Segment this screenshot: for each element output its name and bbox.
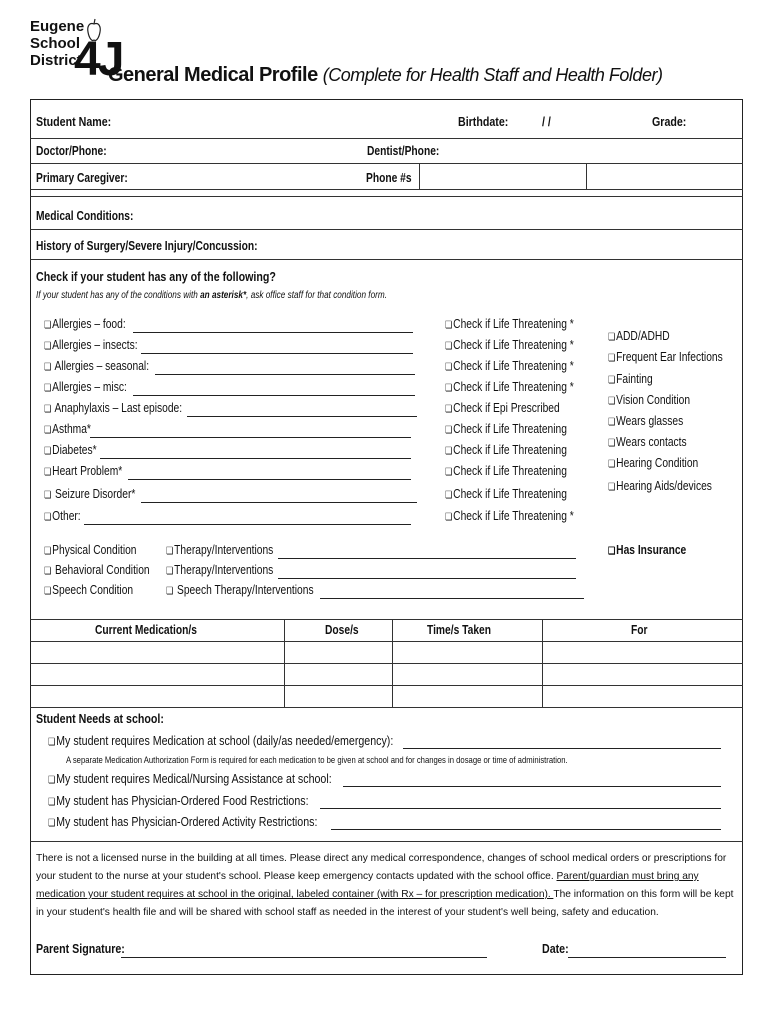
phone-numbers-label: Phone #s [366,171,412,185]
date-label: Date: [542,941,569,956]
divider [284,619,285,707]
activity-restrictions-checkbox[interactable]: ❏ My student has Physician-Ordered Activity Restrictions: [48,814,317,829]
food-restrictions-checkbox[interactable]: ❏ My student has Physician-Ordered Food Restrictions: [48,793,309,808]
condition-checkbox[interactable]: ❏ Allergies – food: [44,317,126,331]
divider [30,259,743,260]
student-name-label: Student Name: [36,114,112,129]
life-threatening-checkbox[interactable]: ❏ Check if Life Threatening [445,487,567,501]
title-subtitle: (Complete for Health Staff and Health Folder) [322,65,663,85]
instruction-text: , ask office staff for that condition form. [246,290,387,301]
condition-checkbox[interactable]: ❏ Heart Problem* [44,464,122,478]
notice-text [36,850,736,922]
divider [392,619,393,707]
dose-header: Dose/s [325,623,359,637]
table-row[interactable] [30,663,743,664]
divider [30,189,743,190]
needs-entry-line[interactable] [403,748,721,749]
speech-condition-checkbox[interactable]: ❏ Speech Condition [44,583,133,597]
authorization-note: A separate Medication Authorization Form is required for each medication to be given at school and for changes in dosage or time of administration. [66,754,568,765]
birthdate-label: Birthdate: [458,114,509,129]
parent-signature-label: Parent Signature: [36,941,125,956]
life-threatening-checkbox[interactable]: ❏ Check if Life Threatening * [445,509,574,523]
divider [30,163,743,164]
therapy-entry-line[interactable] [320,598,584,599]
epi-prescribed-checkbox[interactable]: ❏ Check if Epi Prescribed [445,401,560,415]
divider [30,229,743,230]
side-condition-checkbox[interactable]: ❏ Vision Condition [608,393,690,407]
needs-heading: Student Needs at school: [36,711,164,726]
condition-entry-line[interactable] [133,395,415,396]
logo-mark-4j: 4J [74,33,122,86]
condition-checkbox[interactable]: ❏ Diabetes* [44,443,97,457]
side-condition-checkbox[interactable]: ❏ Wears contacts [608,435,687,449]
date-line[interactable] [568,957,726,958]
condition-checkbox[interactable]: ❏ Seizure Disorder* [44,487,135,501]
instruction-emphasis: an asterisk* [200,290,247,301]
life-threatening-checkbox[interactable]: ❏ Check if Life Threatening [445,422,567,436]
therapy-checkbox[interactable]: ❏ Therapy/Interventions [166,563,273,577]
notice-part: There is not a licensed nurse in the building at all times. Please direct any medical correspondence, changes of school medical orders or prescriptions for your student to the nurse at your student's school. Please keep emergency contacts updated with the school office. [36,853,727,882]
for-header: For [631,623,648,637]
divider [586,163,587,189]
condition-entry-line[interactable] [90,437,411,438]
behavioral-condition-checkbox[interactable]: ❏ Behavioral Condition [44,563,150,577]
checklist-heading: Check if your student has any of the following? [36,269,276,284]
condition-checkbox[interactable]: ❏ Allergies – insects: [44,338,138,352]
divider [30,641,743,642]
condition-checkbox[interactable]: ❏ Anaphylaxis – Last episode: [44,401,182,415]
side-condition-checkbox[interactable]: ❏ Fainting [608,372,653,386]
divider [30,138,743,139]
condition-checkbox[interactable]: ❏ Allergies – misc: [44,380,127,394]
divider [30,619,743,620]
condition-entry-line[interactable] [100,458,411,459]
title-text: General Medical Profile [108,64,318,86]
divider [30,841,743,842]
side-condition-checkbox[interactable]: ❏ Hearing Condition [608,456,698,470]
therapy-checkbox[interactable]: ❏ Therapy/Interventions [166,543,273,557]
condition-entry-line[interactable] [84,524,411,525]
nursing-assistance-checkbox[interactable]: ❏ My student requires Medical/Nursing Assistance at school: [48,771,332,786]
logo-line-2: School [30,35,81,52]
therapy-entry-line[interactable] [278,578,576,579]
medication-header: Current Medication/s [95,623,197,637]
divider [30,196,743,197]
side-condition-checkbox[interactable]: ❏ Hearing Aids/devices [608,479,712,493]
divider [30,707,743,708]
condition-entry-line[interactable] [133,332,413,333]
life-threatening-checkbox[interactable]: ❏ Check if Life Threatening [445,443,567,457]
side-condition-checkbox[interactable]: ❏ Wears glasses [608,414,683,428]
instruction-text: If your student has any of the conditions with [36,290,201,301]
life-threatening-checkbox[interactable]: ❏ Check if Life Threatening * [445,338,574,352]
primary-caregiver-label: Primary Caregiver: [36,171,128,185]
physical-condition-checkbox[interactable]: ❏ Physical Condition [44,543,137,557]
condition-entry-line[interactable] [141,353,413,354]
medication-at-school-checkbox[interactable]: ❏ My student requires Medication at school (daily/as needed/emergency): [48,733,393,748]
logo-line-1: Eugene [30,18,85,35]
signature-line[interactable] [121,957,487,958]
needs-entry-line[interactable] [320,808,721,809]
side-condition-checkbox[interactable]: ❏ ADD/ADHD [608,329,670,343]
side-condition-checkbox[interactable]: ❏ Frequent Ear Infections [608,350,723,364]
life-threatening-checkbox[interactable]: ❏ Check if Life Threatening * [445,359,574,373]
therapy-entry-line[interactable] [278,558,576,559]
time-taken-header: Time/s Taken [427,623,491,637]
life-threatening-checkbox[interactable]: ❏ Check if Life Threatening [445,464,567,478]
checklist-instruction [36,290,387,301]
notice-underlined: Parent/guardian must bring any medication your student requires at school in the original, labeled container (with Rx – for prescription medication). [36,871,699,900]
condition-entry-line[interactable] [128,479,411,480]
dentist-phone-label: Dentist/Phone: [367,144,440,158]
life-threatening-checkbox[interactable]: ❏ Check if Life Threatening * [445,317,574,331]
birthdate-separators: / / [542,114,551,129]
condition-checkbox[interactable]: ❏ Other: [44,509,81,523]
therapy-checkbox[interactable]: ❏ Speech Therapy/Interventions [166,583,314,597]
condition-entry-line[interactable] [155,374,415,375]
grade-label: Grade: [652,114,687,129]
needs-entry-line[interactable] [331,829,721,830]
notice-part: The information on this form will be kept in your student's health file and will be shared with school staff as needed in the interest of your student's well being, safety and education. [36,889,734,918]
condition-checkbox[interactable]: ❏ Asthma* [44,422,91,436]
life-threatening-checkbox[interactable]: ❏ Check if Life Threatening * [445,380,574,394]
has-insurance-checkbox[interactable]: ❏ Has Insurance [608,543,686,557]
divider [542,619,543,707]
logo-line-3: District [30,52,82,69]
needs-entry-line[interactable] [343,786,721,787]
condition-checkbox[interactable]: ❏ Allergies – seasonal: [44,359,149,373]
table-row[interactable] [30,685,743,686]
surgery-history-label: History of Surgery/Severe Injury/Concussion: [36,239,258,253]
page-title [108,64,662,87]
condition-entry-line[interactable] [141,502,417,503]
form-frame [30,99,743,975]
condition-entry-line[interactable] [187,416,417,417]
divider [419,163,420,189]
medical-conditions-label: Medical Conditions: [36,209,134,223]
doctor-phone-label: Doctor/Phone: [36,144,107,158]
